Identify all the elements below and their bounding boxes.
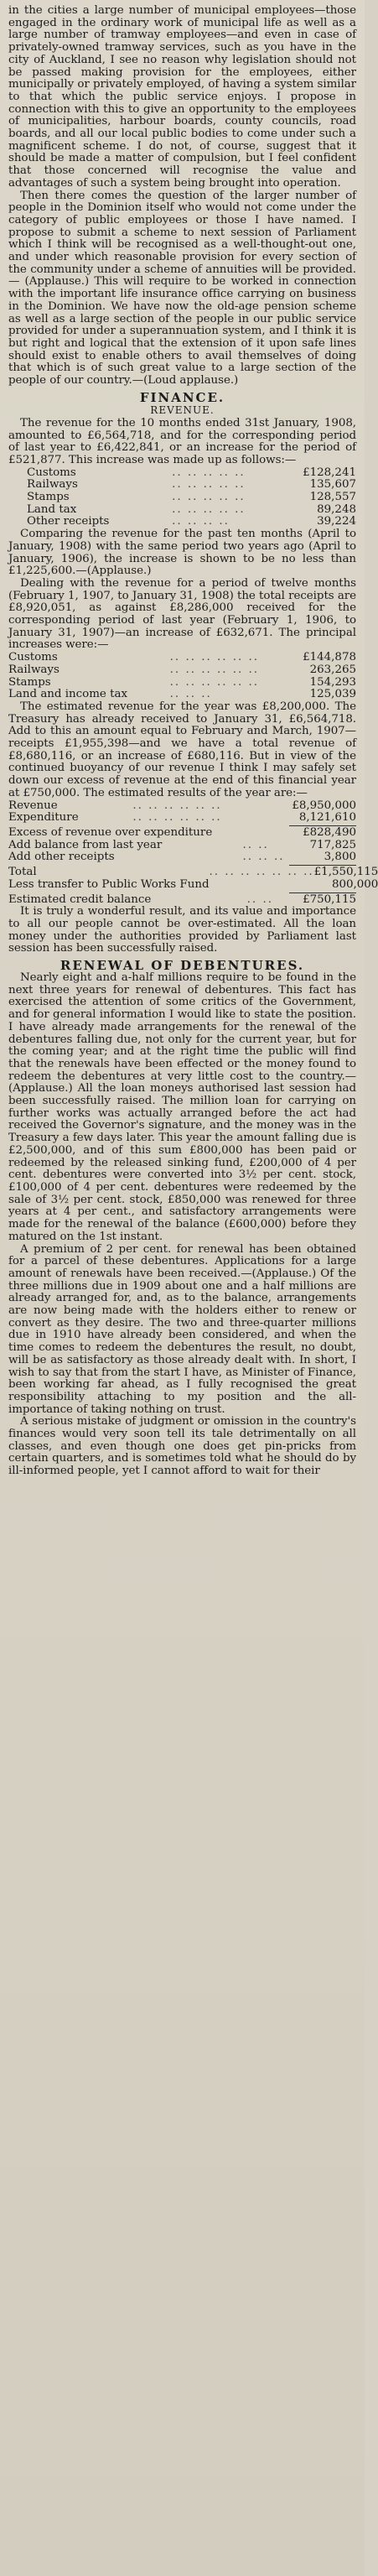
principal-increases-table [8, 652, 356, 701]
total-label: Total [8, 866, 37, 879]
row-value: 154,293 [309, 675, 356, 689]
revenue-subheading: REVENUE. [150, 403, 215, 416]
revenue-paragraph-4: The estimated revenue for the year was £8,200,000. The Treasury has already received to January 31, £6,564,718. Add to this an amount equal to February and March, 1907—receipts £1,955,398—and we have a total revenue of £8,680,116, or an increase of £680,116. But in view of the continued buoyancy of our revenue I think I may safely set down our excess of revenue at the end of this financial year at £750,000. The estimated results of the year are:— [8, 700, 356, 799]
row-value: £8,950,000 [292, 799, 356, 812]
estimated-value: £750,115 [303, 892, 356, 906]
increase-table [8, 467, 356, 529]
table-row [8, 504, 356, 517]
table-row [8, 492, 356, 504]
row-label: Add balance from last year [8, 838, 163, 851]
row-value: 135,607 [309, 478, 356, 492]
leader-dots: .. .. .. .. .. [172, 491, 246, 504]
excess-table [8, 827, 356, 864]
row-value: 263,265 [309, 663, 356, 676]
intro-paragraph-2: Then there comes the question of the larger number of people in the Dominion itself who would not come under the category of public employees or those I have named. I propose to submit a scheme to next session of Parliament which I think will be recognised as a well-thought-out one, and under which reasonable provision for every section of the community under a scheme of annuities will be provided.— (Applause.) This will require to be worked in connection with the important life insurance office carrying on business in the Dominion. We have now the old-age pension scheme as well as a large section of the people in our public service provided for under a superannuation system, and I think it is but right and logical that the extension of it upon safe lines should exist to enable others to avail themselves of doing that which is of such great value to a large section of the people of our country.—(Loud applause.) [8, 189, 356, 388]
leader-dots: .. .. .. .. .. .. [132, 811, 222, 825]
leader-dots: .. .. .. .. .. [172, 502, 246, 516]
table-row [8, 467, 356, 480]
leader-dots: .. .. .. .. [172, 515, 230, 528]
row-label: Railways [27, 478, 78, 492]
row-label: Expenditure [8, 811, 79, 825]
transfer-label: Less transfer to Public Works Fund [8, 877, 210, 891]
table-row [8, 851, 356, 864]
table-row [8, 866, 378, 879]
revenue-paragraph-3: Dealing with the revenue for a period of twelve months (February 1, 1907, to January 31, 1908) the total receipts are £8,920,051, as against £8,286,000 received for the corresponding period of last year (February 1, 1906, to January 31, 1907)—an increase of £632,671. The principal increases were:— [8, 576, 356, 652]
row-value: 128,557 [309, 491, 356, 504]
revenue-paragraph-2: Comparing the revenue for the past ten months (April to January, 1908) with the same period two years ago (April to January, 1906), the increase is shown to be no less than £1,225,600.—(Applause.) [8, 528, 356, 578]
row-value: 717,825 [309, 838, 356, 851]
row-label: Stamps [8, 675, 51, 689]
table-row [8, 689, 356, 701]
leader-dots: .. .. .. .. .. [172, 466, 246, 479]
row-label: Other receipts [27, 515, 110, 528]
row-label: Customs [27, 466, 76, 479]
renewal-paragraph-3: A serious mistake of judgment or omission in the country's finances would very soon tell its tale detrimentally on all classes, and even though one does get pin-pricks from certain quarters, and is sometimes told what he should do by ill-informed people, yet I cannot afford to wait for their [8, 1415, 356, 1478]
row-value: £828,490 [303, 826, 356, 839]
row-value: 125,039 [309, 688, 356, 701]
finance-heading: FINANCE. [139, 389, 225, 405]
total-table [8, 866, 378, 891]
leader-dots: .. .. .. [169, 688, 212, 701]
leader-dots: .. .. .. .. .. .. [169, 663, 260, 676]
leader-dots: .. .. .. .. .. .. [132, 799, 222, 812]
row-label: Add other receipts [8, 851, 115, 864]
table-row [8, 652, 356, 664]
intro-paragraph-1: in the cities a large number of municipal employees—those engaged in the ordinary work of municipal life as well as a large number of tramway employees—and even in case of privately-owned tramway services, such as you have in the city of Auckland, I see no reason why legislation should not be passed making provision for the employees, either municipally or privately employed, of having a system similar to that which the public service enjoys. I propose in connection with this to give an opportunity to the employees of municipalities, harbour boards, county councils, road boards, and all our local public bodies to come under such a magnificent scheme. I do not, of course, suggest that it should be made a matter of compulsion, but I feel confident that those concerned will recognise the value and advantages of such a system being brought into operation. [8, 4, 356, 190]
row-label: Stamps [27, 491, 70, 504]
table-row [8, 664, 356, 677]
leader-dots: .. .. .. .. .. .. .. [209, 866, 314, 879]
revenue-paragraph-5: It is truly a wonderful result, and its value and importance to all our people cannot be over-estimated. All the loan money under the authorities provided by Parliament last session has been successfully raised. [8, 905, 356, 955]
revenue-paragraph-1: The revenue for the 10 months ended 31st January, 1908, amounted to £6,564,718, and for the corresponding period of last year to £6,422,841, or an increase for the period of £521,877. This increase was made up as follows:— [8, 416, 356, 466]
results-table [8, 800, 356, 825]
leader-dots: .. .. .. .. .. .. [169, 675, 260, 689]
total-value: £1,550,115 [313, 866, 378, 879]
table-row [8, 479, 356, 492]
table-row [8, 840, 356, 852]
leader-dots: .. .. [246, 892, 273, 906]
estimated-label: Estimated credit balance [8, 892, 152, 906]
row-value: £128,241 [303, 466, 356, 479]
estimated-table [8, 894, 356, 907]
row-value: 89,248 [317, 502, 356, 516]
table-row [8, 516, 356, 528]
leader-dots: .. .. .. .. .. [172, 478, 246, 492]
table-row [8, 812, 356, 825]
row-value: 3,800 [324, 851, 356, 864]
table-row [8, 894, 356, 907]
row-label: Excess of revenue over expenditure [8, 826, 213, 839]
row-value: 39,224 [317, 515, 356, 528]
row-label: Land and income tax [8, 688, 128, 701]
leader-dots: .. .. .. .. .. .. [169, 651, 260, 664]
table-row [8, 677, 356, 690]
table-row [8, 879, 378, 892]
row-value: 8,121,610 [298, 811, 356, 825]
table-row [8, 827, 356, 840]
renewal-paragraph-1: Nearly eight and a-half millions require to be found in the next three years for renewal of debentures. This fact has exercised the attention of some critics of the Government, and for general information I would like to state the position. I have already made arrangements for the renewal of the debentures falling due, not only for the current year, but for the coming year; and at the right time the public will find that the renewals have been effected or the money found to redeem the debentures at very little cost to the country.—(Applause.) All the loan moneys authorised last session had been successfully raised. The million loan for carrying on further works was actually arranged before the act had received the Governor's signature, and the money was in the Treasury a few days later. This year the amount falling due is £2,500,000, and of this sum £800,000 has been paid or redeemed by the released sinking fund, £200,000 of 4 per cent. debentures were converted into 3½ per cent. stock, £100,000 of 4 per cent. debentures were redeemed by the sale of 3½ per cent. stock, £850,000 was renewed for three years at 4 per cent., and satisfactory arrangements were made for the renewal of the balance (£600,000) before they matured on the 1st instant. [8, 971, 356, 1243]
row-label: Revenue [8, 799, 58, 812]
row-value: £144,878 [303, 651, 356, 664]
leader-dots [210, 879, 314, 892]
table-row [8, 800, 356, 813]
leader-dots: .. .. .. [242, 851, 285, 864]
row-label: Land tax [27, 502, 77, 516]
leader-dots: .. .. [242, 838, 269, 851]
row-label: Customs [8, 651, 58, 664]
transfer-value: 800,000 [331, 877, 378, 891]
renewal-heading: RENEWAL OF DEBENTURES. [60, 958, 305, 974]
renewal-paragraph-2: A premium of 2 per cent. for renewal has been obtained for a parcel of these debentures. Applications for a large amount of renewals have been received.—(Applause.) Of the three millions due in 1909 about one and a half millions are already arranged for, and, as to the balance, arrangements are now being made with the holders either to renew or convert as they desire. The two and three-quarter millions due in 1910 have already been considered, and when the time comes to redeem the debentures the result, no doubt, will be as satisfactory as those already dealt with. In short, I wish to say that from the start I have, as Minister of Finance, been working far ahead, as I fully recognised the great responsibility attaching to my position and the all-importance of taking nothing on trust. [8, 1242, 356, 1416]
row-label: Railways [8, 663, 60, 676]
leader-dots [242, 827, 291, 840]
